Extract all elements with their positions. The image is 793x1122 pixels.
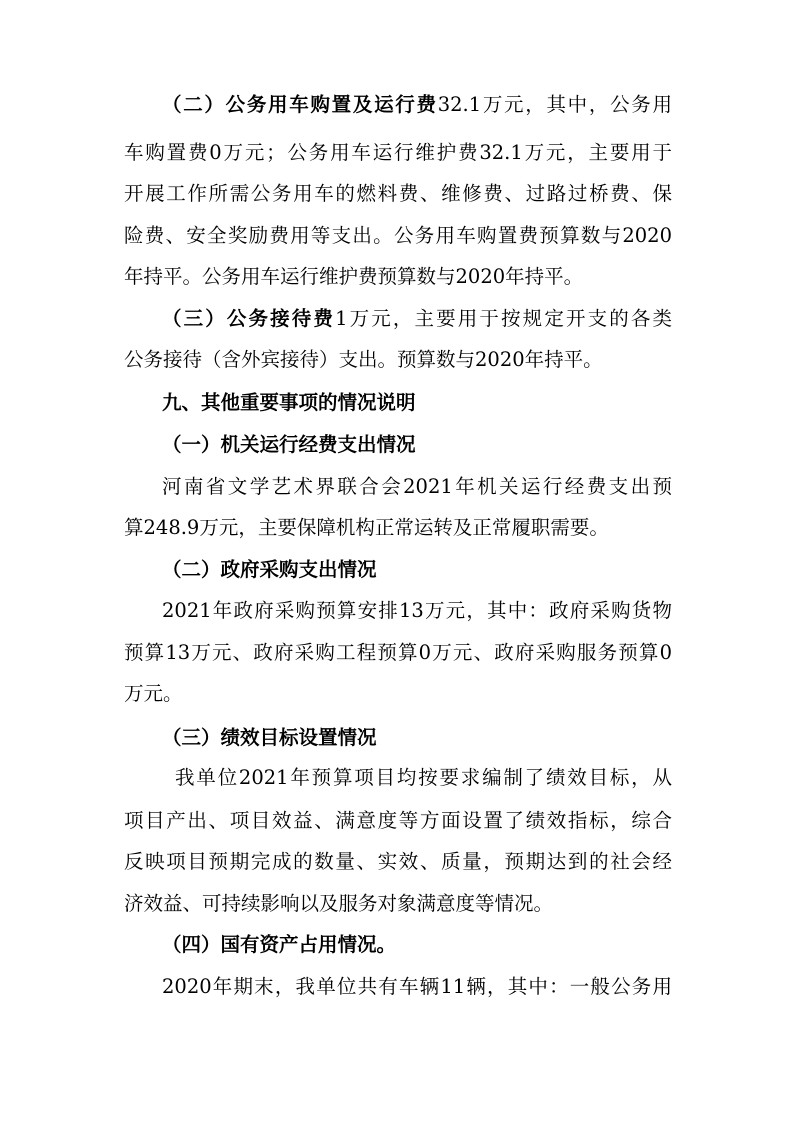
- paragraph-vehicle-line-4: 险费、安全奖励费用等支出。公务用车购置费预算数与2020: [124, 224, 672, 247]
- performance-line-4: 济效益、可持续影响以及服务对象满意度等情况。: [124, 892, 554, 915]
- procurement-line-2: 预算13万元、政府采购工程预算0万元、政府采购服务预算0: [124, 641, 672, 664]
- reception-cost-heading: （三）公务接待费: [162, 307, 336, 330]
- operating-expenses-line-2: 算248.9万元，主要保障机构正常运转及正常履职需要。: [124, 516, 609, 539]
- reception-cost-text: 1万元，主要用于按规定开支的各类: [335, 307, 672, 330]
- procurement-line-1: 2021年政府采购预算安排13万元，其中：政府采购货物: [162, 599, 672, 622]
- vehicle-cost-text: 32.1万元，其中，公务用: [437, 93, 672, 116]
- paragraph-reception-line-2: 公务接待（含外宾接待）支出。预算数与2020年持平。: [124, 348, 603, 371]
- subheading-operating-expenses: （一）机关运行经费支出情况: [162, 433, 416, 456]
- paragraph-vehicle-line-1: [162, 92, 672, 118]
- operating-expenses-line-1: 河南省文学艺术界联合会2021年机关运行经费支出预: [162, 475, 672, 498]
- section-heading-9: 九、其他重要事项的情况说明: [162, 391, 416, 414]
- performance-line-3: 反映项目预期完成的数量、实效、质量，预期达到的社会经: [124, 850, 672, 873]
- state-assets-line-1: 2020年期末，我单位共有车辆11辆，其中：一般公务用: [162, 975, 672, 998]
- paragraph-vehicle-line-2: 车购置费0万元；公务用车运行维护费32.1万元，主要用于: [124, 141, 672, 164]
- performance-line-2: 项目产出、项目效益、满意度等方面设置了绩效指标，综合: [124, 809, 672, 832]
- subheading-state-assets: （四）国有资产占用情况。: [162, 933, 397, 956]
- paragraph-vehicle-line-5: 年持平。公务用车运行维护费预算数与2020年持平。: [124, 265, 584, 288]
- procurement-line-3: 万元。: [124, 682, 183, 705]
- paragraph-vehicle-line-3: 开展工作所需公务用车的燃料费、维修费、过路过桥费、保: [124, 182, 672, 205]
- vehicle-cost-heading: （二）公务用车购置及运行费: [162, 93, 438, 116]
- subheading-procurement: （二）政府采购支出情况: [162, 558, 377, 581]
- subheading-performance: （三）绩效目标设置情况: [162, 726, 377, 749]
- paragraph-reception-line-1: [162, 306, 672, 332]
- performance-line-1: 我单位2021年预算项目均按要求编制了绩效目标，从: [175, 766, 672, 789]
